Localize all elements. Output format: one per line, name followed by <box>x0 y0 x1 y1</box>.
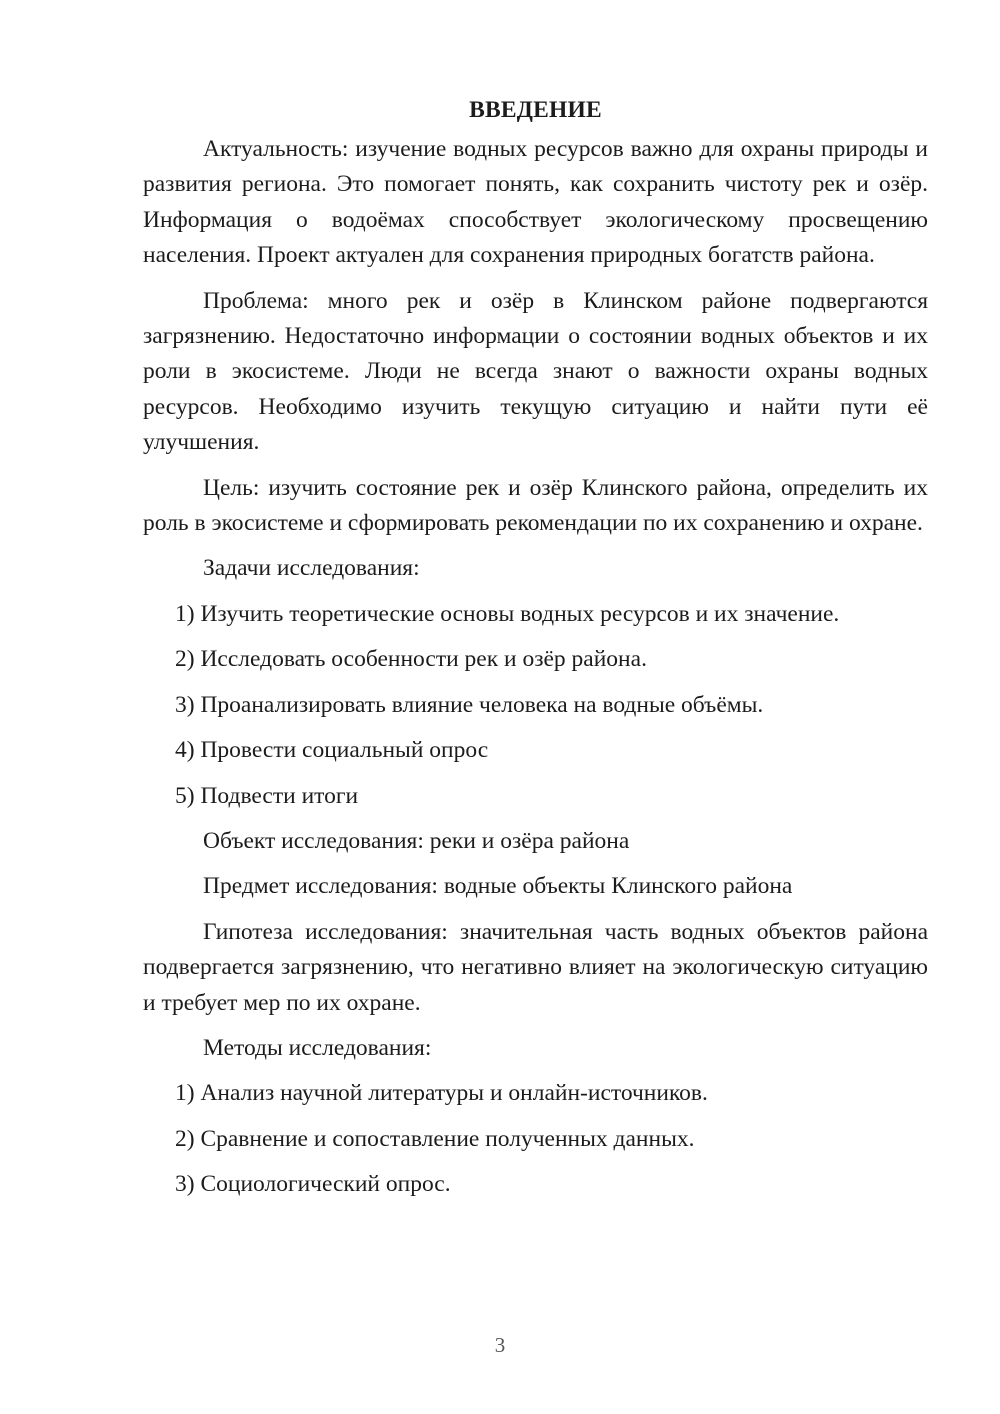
problem-paragraph: Проблема: много рек и озёр в Клинском районе подвергаются загрязнению. Недостаточно информации о состоянии водных объектов и их роли в экосистеме. Люди не всегда знают о важности охраны водных ресурсов. Необходимо изучить текущую ситуацию и найти пути её улучшения. <box>143 287 928 456</box>
task-item: 1) Изучить теоретические основы водных ресурсов и их значение. <box>175 600 840 627</box>
methods-list <box>143 1076 928 1202</box>
method-item: 3) Социологический опрос. <box>175 1171 451 1198</box>
relevance-paragraph: Актуальность: изучение водных ресурсов важно для охраны природы и развития региона. Это помогает понять, как сохранить чистоту рек и озёр. Информация о водоёмах способствует экологическому просвещению населения. Проект актуален для сохранения природных богатств района. <box>143 136 928 269</box>
task-item: 4) Провести социальный опрос <box>175 737 489 764</box>
research-object: Объект исследования: реки и озёра района <box>203 827 630 854</box>
page-number: 3 <box>494 1333 506 1357</box>
hypothesis-paragraph: Гипотеза исследования: значительная часть водных объектов района подвергается загрязнению, что негативно влияет на экологическую ситуацию и требует мер по их охране. <box>143 918 928 1016</box>
methods-title: Методы исследования: <box>203 1034 432 1061</box>
task-item: 2) Исследовать особенности рек и озёр района. <box>175 646 647 673</box>
method-item: 2) Сравнение и сопоставление полученных данных. <box>175 1125 695 1152</box>
goal-paragraph: Цель: изучить состояние рек и озёр Клинского района, определить их роль в экосистеме и сформировать рекомендации по их сохранению и охране. <box>143 474 928 537</box>
page-content <box>143 93 928 1213</box>
tasks-title: Задачи исследования: <box>203 555 420 582</box>
task-item: 5) Подвести итоги <box>175 782 359 809</box>
method-item: 1) Анализ научной литературы и онлайн-источников. <box>175 1080 708 1107</box>
research-subject: Предмет исследования: водные объекты Клинского района <box>203 873 793 900</box>
section-heading: ВВЕДЕНИЕ <box>469 97 602 123</box>
task-item: 3) Проанализировать влияние человека на водные объёмы. <box>175 691 764 718</box>
tasks-list <box>143 597 928 814</box>
